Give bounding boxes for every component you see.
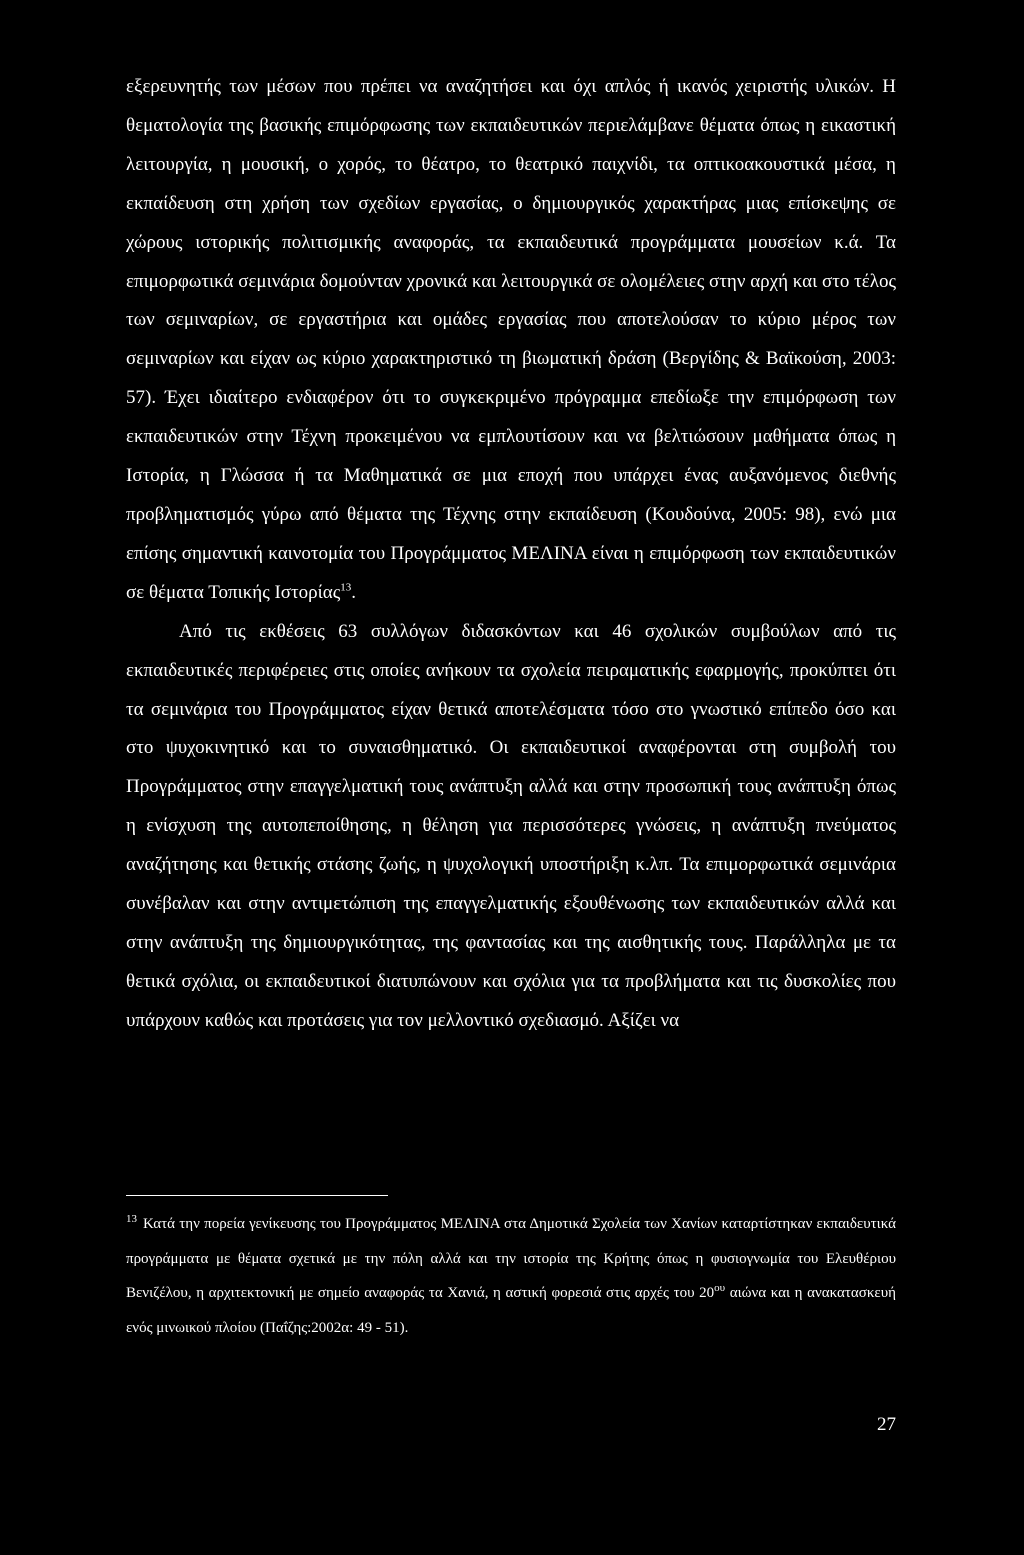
paragraph-1-text: εξερευνητής των μέσων που πρέπει να αναζητήσει και όχι απλός ή ικανός χειριστής υλικών. Η θεματολογία της βασικής επιμόρφωσης των εκπαιδευτικών περιελάμβανε θέματα όπως η εικαστική λειτουργία, η μουσική, ο χορός, το θέατρο, το θεατρικό παιχνίδι, τα οπτικοακουστικά μέσα, η εκπαίδευση στη χρήση των σχεδίων εργασίας, ο δημιουργικός χαρακτήρας μιας επίσκεψης σε χώρους ιστορικής πολιτισμικής αναφοράς, τα εκπαιδευτικά προγράμματα μουσείων κ.ά. Τα επιμορφωτικά σεμινάρια δομούνταν χρονικά και λειτουργικά σε ολομέλειες στην αρχή και στο τέλος των σεμιναρίων, σε εργαστήρια και ομάδες εργασίας που αποτελούσαν το κύριο μέρος των σεμιναρίων και είχαν ως κύριο χαρακτηριστικό τη βιωματική δράση (Βεργίδης & Βαϊκούση, 2003: 57). Έχει ιδιαίτερο ενδιαφέρον ότι το συγκεκριμένο πρόγραμμα επεδίωξε την επιμόρφωση των εκπαιδευτικών στην Τέχνη προκειμένου να εμπλουτίσουν και να βελτιώσουν μαθήματα όπως η Ιστορία, η Γλώσσα ή τα Μαθηματικά σε μια εποχή που υπάρχει ένας αυξανόμενος διεθνής προβληματισμός γύρω από θέματα της Τέχνης στην εκπαίδευση (Κουδούνα, 2005: 98), ενώ μια επίσης σημαντική καινοτομία του Προγράμματος ΜΕΛΙΝΑ είναι η επιμόρφωση των εκπαιδευτικών σε θέματα Τοπικής Ιστορίας [126, 76, 896, 603]
footnote-superscript: ου [714, 1282, 726, 1294]
footnote-text-end: αιώνα και η ανακατασκευή ενός μινωικού πλοίου (Παΐζης:2002α: 49 - 51). [126, 1285, 896, 1336]
main-text [126, 68, 896, 1041]
page-number: 27 [877, 1414, 896, 1435]
paragraph-1-end: . [351, 581, 357, 603]
paragraph-2 [126, 613, 896, 1041]
paragraph-2-text: Από τις εκθέσεις 63 συλλόγων διδασκόντων και 46 σχολικών συμβούλων από τις εκπαιδευτικές περιφέρειες στις οποίες ανήκουν τα σχολεία πειραματικής εφαρμογής, προκύπτει ότι τα σεμινάρια του Προγράμματος είχαν θετικά αποτελέσματα τόσο στο γνωστικό επίπεδο όσο και στο ψυχοκινητικό και το συναισθηματικό. Οι εκπαιδευτικοί αναφέρονται στη συμβολή του Προγράμματος στην επαγγελματική τους ανάπτυξη αλλά και στην προσωπική τους ανάπτυξη όπως η ενίσχυση της αυτοπεποίθησης, η θέληση για περισσότερες γνώσεις, η ανάπτυξη πνεύματος αναζήτησης και θετικής στάσης ζωής, η ψυχολογική υποστήριξη κ.λπ. Τα επιμορφωτικά σεμινάρια συνέβαλαν και στην αντιμετώπιση της επαγγελματικής εξουθένωσης των εκπαιδευτικών αλλά και στην ανάπτυξη της δημιουργικότητας, της φαντασίας και της αισθητικής τους. Παράλληλα με τα θετικά σχόλια, οι εκπαιδευτικοί διατυπώνουν και σχόλια για τα προβλήματα και τις δυσκολίες που υπάρχουν καθώς και προτάσεις για τον μελλοντικό σχεδιασμό. Αξίζει να [126, 620, 896, 1031]
footnote-separator [126, 1195, 388, 1196]
footnote-number: 13 [126, 1213, 137, 1225]
footnote-text: Κατά την πορεία γενίκευσης του Προγράμματος ΜΕΛΙΝΑ στα Δημοτικά Σχολεία των Χανίων καταρτίστηκαν εκπαιδευτικά προγράμματα με θέματα σχετικά με την πόλη αλλά και την ιστορία της Κρήτης όπως η φυσιογνωμία του Ελευθέριου Βενιζέλου, η αρχιτεκτονική με σημείο αναφοράς τα Χανιά, η αστική φορεσιά στις αρχές του 20 [126, 1216, 896, 1301]
paragraph-1 [126, 68, 896, 613]
footnote-13 [126, 1207, 896, 1345]
footnote [126, 1207, 896, 1345]
footnote-reference-13: 13 [340, 581, 352, 594]
